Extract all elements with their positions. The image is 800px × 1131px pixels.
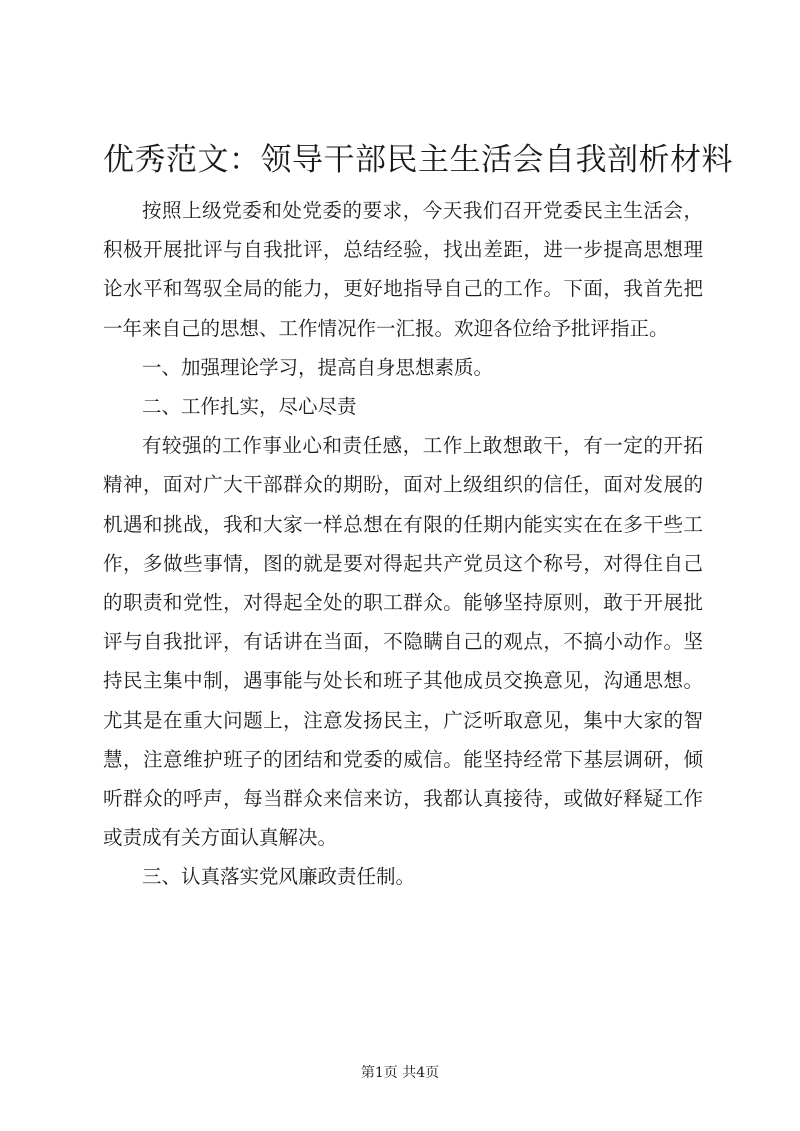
- page-number-footer: 第1页 共4页: [360, 1065, 440, 1081]
- section-heading-1: 一、加强理论学习，提高自身思想素质。: [142, 355, 494, 379]
- section-heading-2: 二、工作扎实，尽心尽责: [142, 395, 357, 419]
- document-body: [103, 191, 703, 897]
- section-heading-3: 三、认真落实党风廉政责任制。: [142, 865, 416, 889]
- document-title: 优秀范文：领导干部民主生活会自我剖析材料: [103, 142, 733, 178]
- paragraph-intro: 按照上级党委和处党委的要求，今天我们召开党委民主生活会，积极开展批评与自我批评，总结经验，找出差距，进一步提高思想理论水平和驾驭全局的能力，更好地指导自己的工作。下面，我首先把一年来自己的思想、工作情况作一汇报。欢迎各位给予批评指正。: [103, 199, 703, 340]
- paragraph-section-2-body: 有较强的工作事业心和责任感，工作上敢想敢干，有一定的开拓精神，面对广大干部群众的期盼，面对上级组织的信任，面对发展的机遇和挑战，我和大家一样总想在有限的任期内能实实在在多干些工作，多做些事情，图的就是要对得起共产党员这个称号，对得住自己的职责和党性，对得起全处的职工群众。能够坚持原则，敢于开展批评与自我批评，有话讲在当面，不隐瞒自己的观点，不搞小动作。坚持民主集中制，遇事能与处长和班子其他成员交换意见，沟通思想。尤其是在重大问题上，注意发扬民主，广泛听取意见，集中大家的智慧，注意维护班子的团结和党委的威信。能坚持经常下基层调研，倾听群众的呼声，每当群众来信来访，我都认真接待，或做好释疑工作或责成有关方面认真解决。: [103, 434, 703, 850]
